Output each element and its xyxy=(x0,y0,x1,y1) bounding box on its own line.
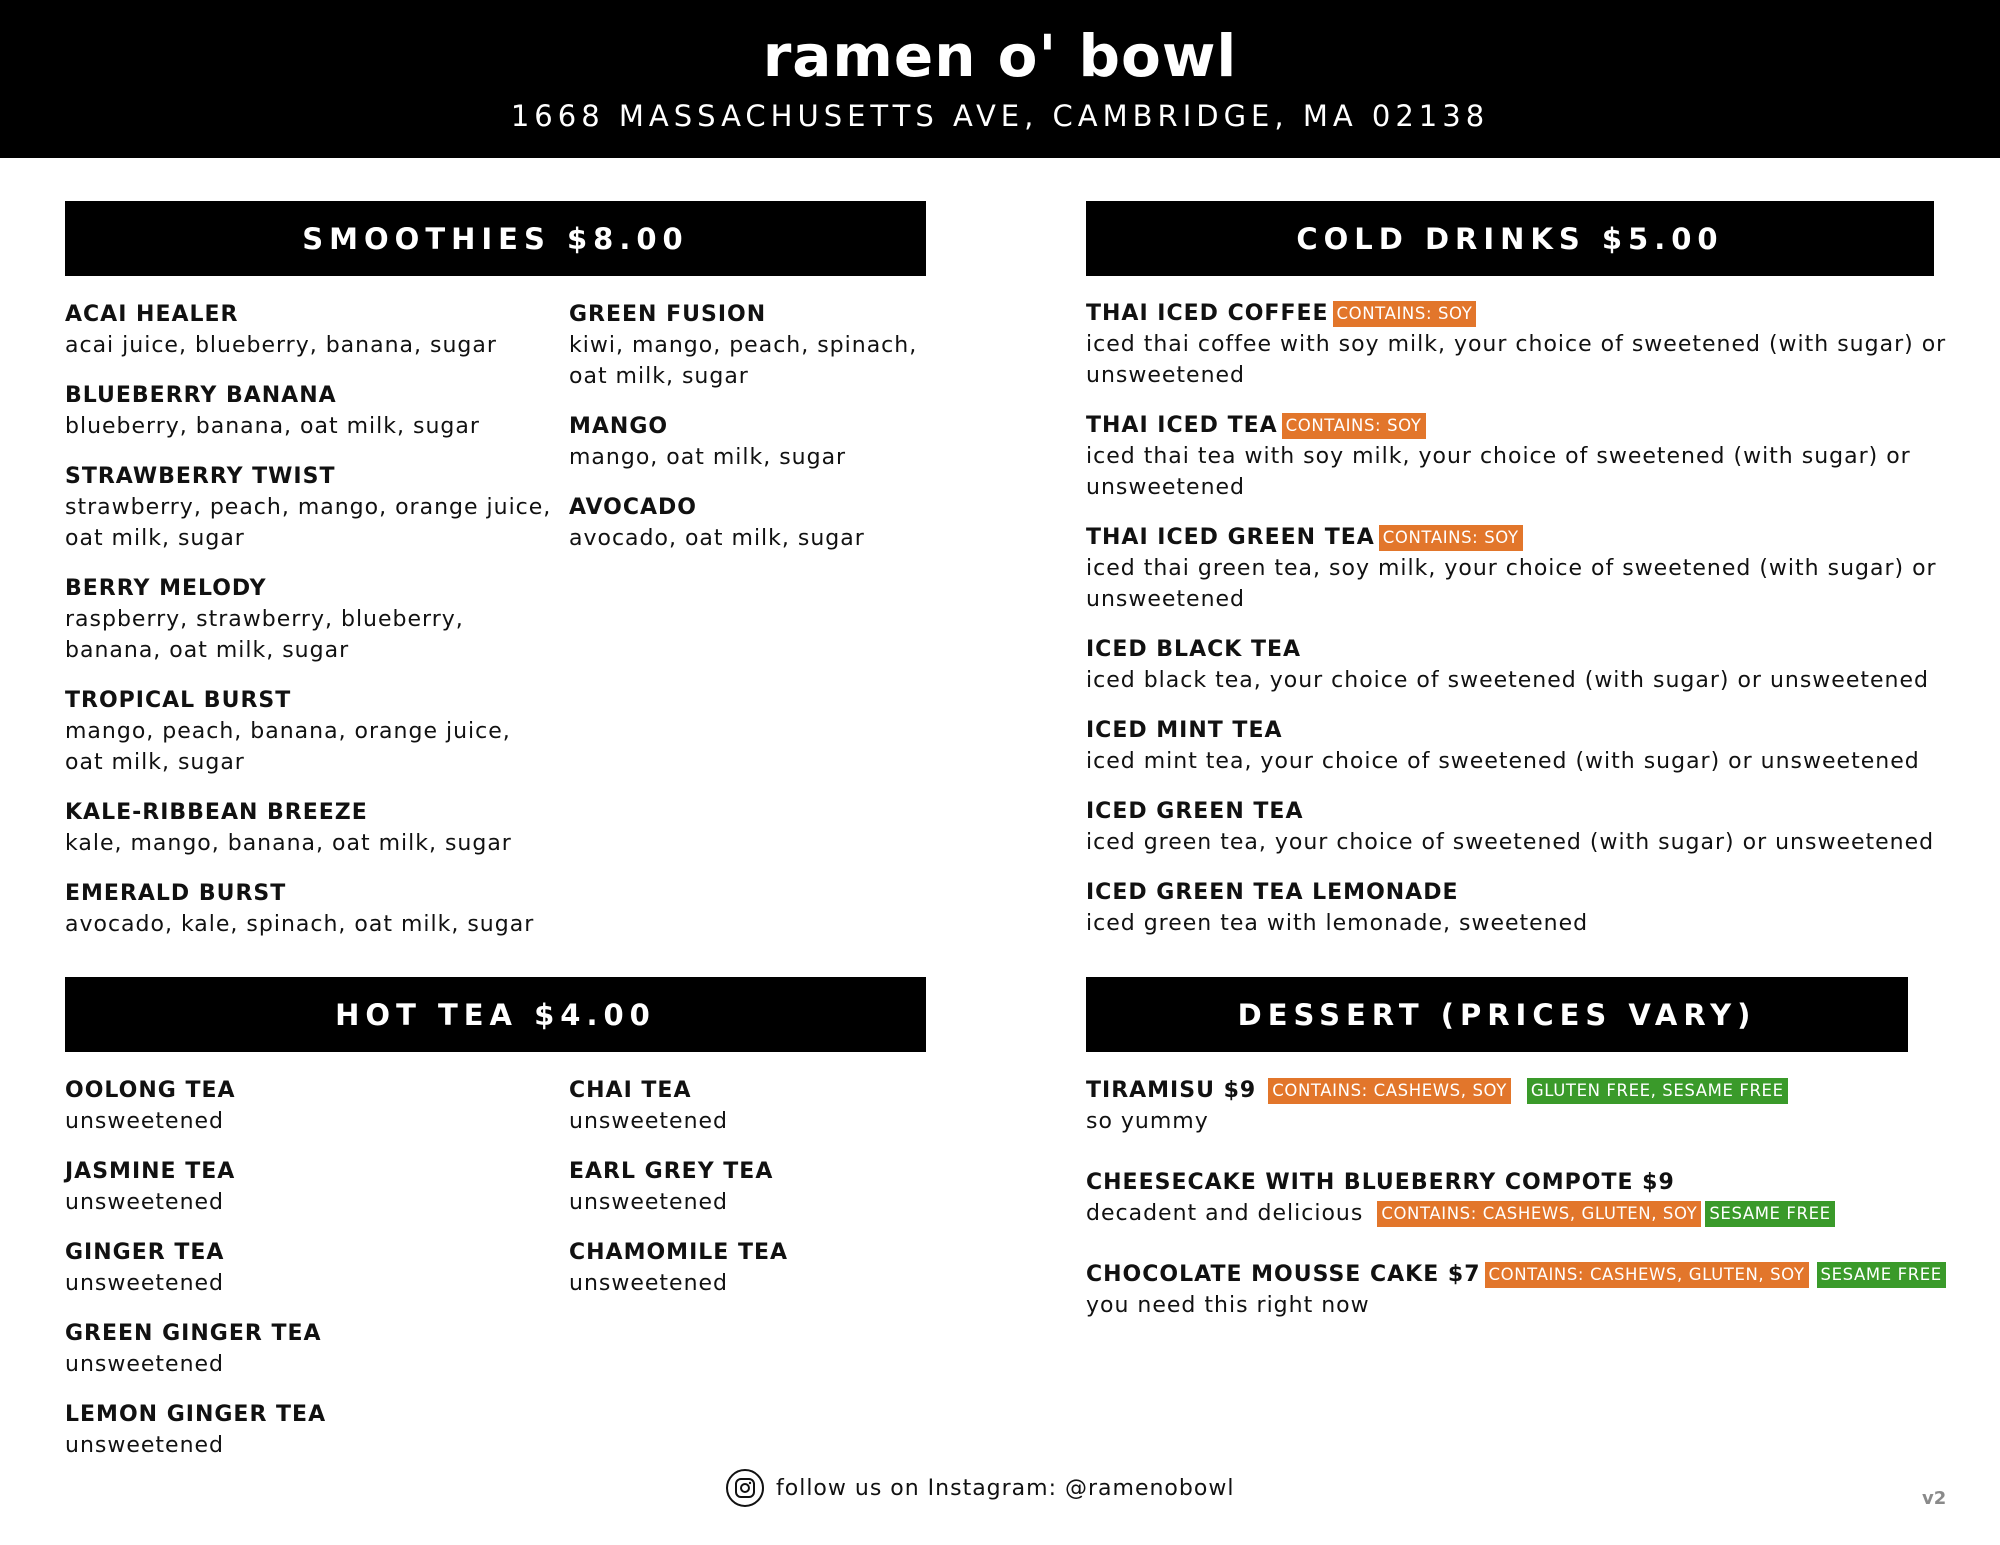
instagram-handle-text[interactable]: follow us on Instagram: @ramenobowl xyxy=(776,1475,1235,1501)
item-name: ICED GREEN TEA LEMONADE xyxy=(1086,880,1459,905)
item-description: unsweetened xyxy=(65,1109,225,1134)
smoothies-heading: SMOOTHIES $8.00 xyxy=(65,201,926,276)
hot-tea-heading: HOT TEA $4.00 xyxy=(65,977,926,1052)
item-name: TROPICAL BURST xyxy=(65,688,292,713)
item-description: iced thai green tea, soy milk, your choice of sweetened (with sugar) or unsweetened xyxy=(1086,556,1937,612)
item-description: unsweetened xyxy=(65,1271,225,1296)
hot-tea-right-column xyxy=(569,1075,939,1318)
item-name: TIRAMISU $9 xyxy=(1086,1078,1257,1103)
list-item xyxy=(65,1399,505,1461)
item-name: THAI ICED COFFEE xyxy=(1086,301,1329,326)
item-name-row xyxy=(1086,298,1966,329)
item-name: GREEN FUSION xyxy=(569,302,767,327)
item-description: decadent and delicious xyxy=(1086,1201,1364,1226)
list-item xyxy=(65,685,555,778)
item-name: STRAWBERRY TWIST xyxy=(65,464,336,489)
item-description: kale, mango, banana, oat milk, sugar xyxy=(65,831,512,856)
dessert-heading: DESSERT (PRICES VARY) xyxy=(1086,977,1908,1052)
item-name: ICED GREEN TEA xyxy=(1086,799,1304,824)
cold-drinks-column xyxy=(1086,298,1966,958)
list-item xyxy=(65,797,555,859)
item-name: CHAI TEA xyxy=(569,1078,692,1103)
item-description: iced thai coffee with soy milk, your choice of sweetened (with sugar) or unsweetened xyxy=(1086,332,1947,388)
restaurant-address: 1668 MASSACHUSETTS AVE, CAMBRIDGE, MA 02138 xyxy=(510,99,1490,133)
item-name: GREEN GINGER TEA xyxy=(65,1321,322,1346)
item-name: ACAI HEALER xyxy=(65,302,239,327)
contains-badge: CONTAINS: SOY xyxy=(1282,413,1426,439)
list-item xyxy=(65,1156,505,1218)
item-description-row xyxy=(1086,1198,1986,1229)
item-name: ICED BLACK TEA xyxy=(1086,637,1302,662)
list-item xyxy=(1086,634,1966,696)
list-item xyxy=(569,411,939,473)
item-name: THAI ICED GREEN TEA xyxy=(1086,525,1375,550)
item-description: iced green tea, your choice of sweetened (with sugar) or unsweetened xyxy=(1086,830,1935,855)
list-item xyxy=(65,461,555,554)
list-item xyxy=(569,1237,939,1299)
item-description: unsweetened xyxy=(569,1190,729,1215)
item-name: CHEESECAKE WITH BLUEBERRY COMPOTE $9 xyxy=(1086,1170,1675,1195)
list-item xyxy=(569,492,939,554)
list-item xyxy=(1086,1259,1986,1321)
item-description: unsweetened xyxy=(65,1190,225,1215)
item-name: JASMINE TEA xyxy=(65,1159,236,1184)
item-description: iced green tea with lemonade, sweetened xyxy=(1086,911,1589,936)
item-description: unsweetened xyxy=(65,1433,225,1458)
dessert-column xyxy=(1086,1075,1986,1351)
smoothies-right-column xyxy=(569,299,939,573)
item-name: KALE-RIBBEAN BREEZE xyxy=(65,800,368,825)
list-item xyxy=(1086,796,1966,858)
contains-badge: CONTAINS: SOY xyxy=(1333,301,1477,327)
free-badge: GLUTEN FREE, SESAME FREE xyxy=(1527,1078,1788,1104)
contains-badge: CONTAINS: CASHEWS, GLUTEN, SOY xyxy=(1485,1262,1809,1288)
list-item xyxy=(65,1237,505,1299)
list-item xyxy=(65,380,555,442)
list-item xyxy=(1086,522,1966,615)
item-name: GINGER TEA xyxy=(65,1240,225,1265)
item-description: mango, oat milk, sugar xyxy=(569,445,847,470)
free-badge: SESAME FREE xyxy=(1817,1262,1946,1288)
list-item xyxy=(1086,1075,1986,1137)
instagram-icon xyxy=(726,1469,764,1507)
contains-badge: CONTAINS: SOY xyxy=(1379,525,1523,551)
list-item xyxy=(1086,298,1966,391)
item-description: so yummy xyxy=(1086,1109,1209,1134)
free-badge: SESAME FREE xyxy=(1705,1201,1834,1227)
item-name: THAI ICED TEA xyxy=(1086,413,1278,438)
list-item xyxy=(1086,877,1966,939)
list-item xyxy=(65,1318,505,1380)
item-name-row xyxy=(1086,410,1966,441)
list-item xyxy=(65,1075,505,1137)
list-item xyxy=(569,299,939,392)
contains-badge: CONTAINS: CASHEWS, GLUTEN, SOY xyxy=(1377,1201,1701,1227)
item-description: unsweetened xyxy=(569,1271,729,1296)
list-item xyxy=(1086,410,1966,503)
item-description: unsweetened xyxy=(65,1352,225,1377)
item-name-row xyxy=(1086,1075,1986,1106)
instagram-footer[interactable] xyxy=(726,1469,1234,1507)
item-description: raspberry, strawberry, blueberry, banana, oat milk, sugar xyxy=(65,607,464,663)
item-name: OOLONG TEA xyxy=(65,1078,236,1103)
hot-tea-left-column xyxy=(65,1075,505,1480)
version-label: v2 xyxy=(1922,1488,1947,1509)
list-item xyxy=(1086,1167,1986,1229)
list-item xyxy=(65,878,555,940)
item-name: CHOCOLATE MOUSSE CAKE $7 xyxy=(1086,1262,1481,1287)
cold-drinks-heading: COLD DRINKS $5.00 xyxy=(1086,201,1934,276)
item-name: MANGO xyxy=(569,414,669,439)
list-item xyxy=(569,1075,939,1137)
item-description: iced thai tea with soy milk, your choice of sweetened (with sugar) or unsweetened xyxy=(1086,444,1911,500)
item-description: you need this right now xyxy=(1086,1293,1370,1318)
item-name: LEMON GINGER TEA xyxy=(65,1402,327,1427)
item-name: CHAMOMILE TEA xyxy=(569,1240,789,1265)
list-item xyxy=(65,299,555,361)
item-description: avocado, oat milk, sugar xyxy=(569,526,865,551)
item-name: BLUEBERRY BANANA xyxy=(65,383,337,408)
item-name: BERRY MELODY xyxy=(65,576,267,601)
item-description: iced mint tea, your choice of sweetened (with sugar) or unsweetened xyxy=(1086,749,1920,774)
item-name-row xyxy=(1086,522,1966,553)
item-description: acai juice, blueberry, banana, sugar xyxy=(65,333,497,358)
item-name-row xyxy=(1086,1259,1986,1290)
item-name: ICED MINT TEA xyxy=(1086,718,1283,743)
list-item xyxy=(1086,715,1966,777)
item-description: mango, peach, banana, orange juice, oat milk, sugar xyxy=(65,719,511,775)
list-item xyxy=(65,573,555,666)
item-name: EMERALD BURST xyxy=(65,881,287,906)
item-name: EARL GREY TEA xyxy=(569,1159,774,1184)
smoothies-left-column xyxy=(65,299,555,959)
restaurant-name: ramen o' bowl xyxy=(762,22,1238,90)
item-description: unsweetened xyxy=(569,1109,729,1134)
item-name: AVOCADO xyxy=(569,495,698,520)
item-description: kiwi, mango, peach, spinach, oat milk, sugar xyxy=(569,333,918,389)
contains-badge: CONTAINS: CASHEWS, SOY xyxy=(1268,1078,1511,1104)
list-item xyxy=(569,1156,939,1218)
menu-header xyxy=(0,0,2000,158)
item-description: strawberry, peach, mango, orange juice, oat milk, sugar xyxy=(65,495,552,551)
item-description: iced black tea, your choice of sweetened (with sugar) or unsweetened xyxy=(1086,668,1929,693)
item-description: avocado, kale, spinach, oat milk, sugar xyxy=(65,912,535,937)
item-description: blueberry, banana, oat milk, sugar xyxy=(65,414,480,439)
